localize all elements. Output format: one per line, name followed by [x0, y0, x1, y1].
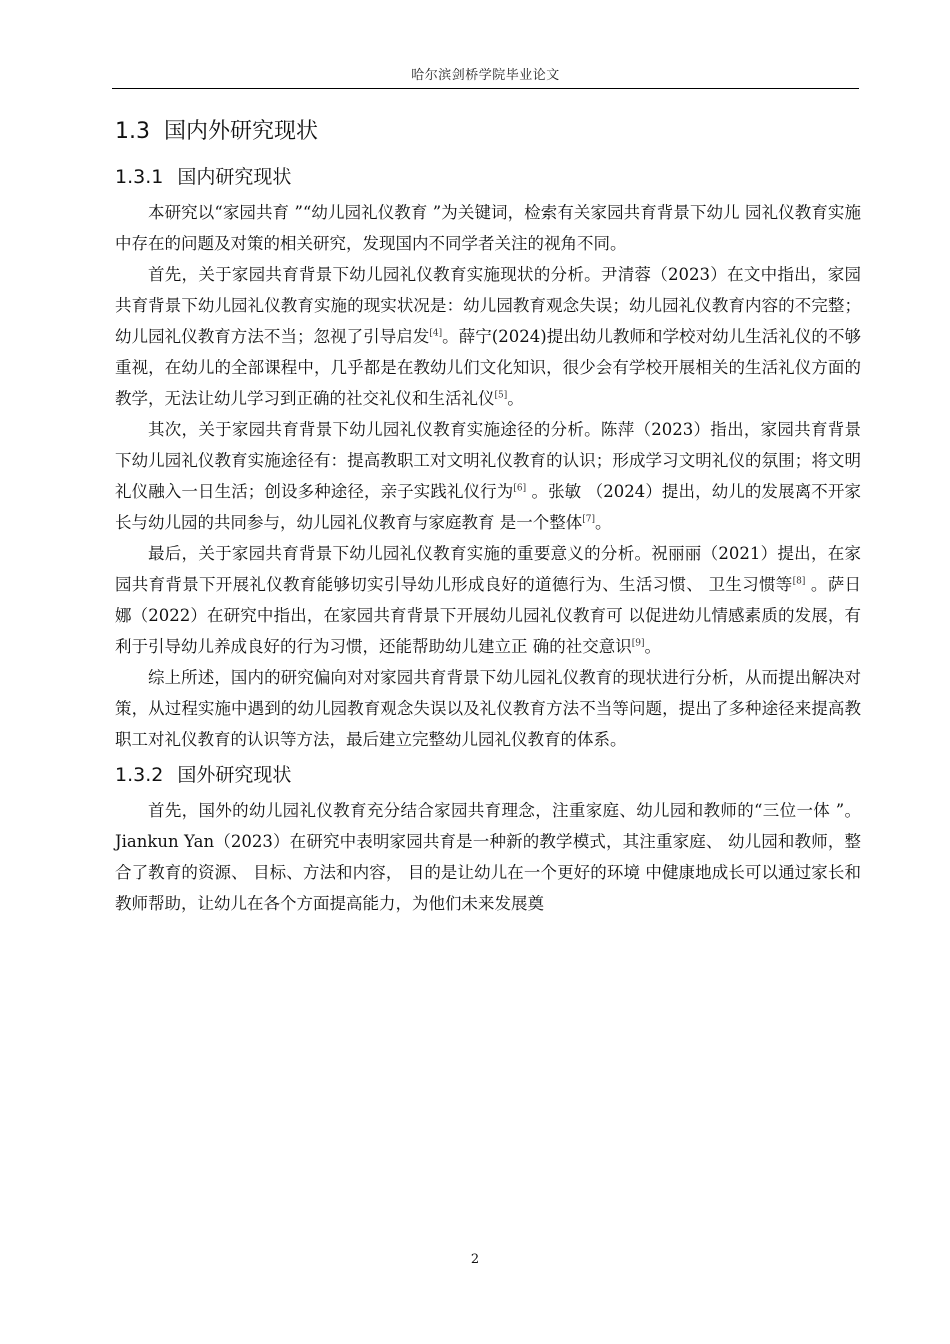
citation-5: [5] [494, 390, 508, 401]
paragraph-end: 。 [595, 513, 612, 532]
foreign-paragraph-intro: 首先，国外的幼儿园礼仪教育充分结合家园共育理念，注重家庭、幼儿园和教师的“三位一体 ”。Jiankun Yan（2023）在研究中表明家园共育是一种新的教学模式，其注重家庭、 幼儿园和教师，整合了教育的资源、 目标、方法和内容， 目的是让幼儿在一个更好的环境 中健康地成长可以通过家长和教师帮助，让幼儿在各个方面提高能力，为他们未来发展奠 [115, 801, 861, 913]
subsection-title-foreign: 国外研究现状 [177, 764, 292, 786]
subsection-title-domestic: 国内研究现状 [177, 166, 292, 188]
paragraph-end: 。 [507, 389, 524, 408]
subsection-number-domestic: 1.3.1 [115, 166, 164, 188]
paragraph-text: 首先，关于家园共育背景下幼儿园礼仪教育实施现状的分析。尹清蓉（2023）在文中指出，家园共育背景下幼儿园礼仪教育实施的现实状况是：幼儿园教育观念失误；幼儿园礼仪教育内容的不完整；幼儿园礼仪教育方法不当；忽视了引导启发 [115, 265, 861, 346]
header-rule [112, 88, 859, 89]
domestic-paragraph-status [115, 259, 861, 414]
domestic-paragraph-approach [115, 414, 861, 538]
running-header: 哈尔滨剑桥学院毕业论文 [411, 68, 560, 83]
citation-9: [9] [631, 638, 645, 649]
citation-4: [4] [429, 328, 443, 339]
paragraph-text: 最后，关于家园共育背景下幼儿园礼仪教育实施的重要意义的分析。祝丽丽（2021）提出，在家园共育背景下开展礼仪教育能够切实引导幼儿形成良好的道德行为、生活习惯、 卫生习惯等 [115, 544, 861, 594]
citation-8: [8] [792, 576, 806, 587]
page-number: 2 [470, 1252, 480, 1267]
subsection-number-foreign: 1.3.2 [115, 764, 164, 786]
domestic-paragraph-summary: 综上所述，国内的研究偏向对对家园共育背景下幼儿园礼仪教育的现状进行分析，从而提出解决对策，从过程实施中遇到的幼儿园教育观念失误以及礼仪教育方法不当等问题，提出了多种途径来提高教职工对礼仪教育的认识等方法，最后建立完整幼儿园礼仪教育的体系。 [115, 668, 861, 749]
citation-6: [6] [513, 483, 527, 494]
subsection-heading-domestic [115, 163, 861, 191]
subsection-heading-foreign [115, 761, 861, 789]
paragraph-text: 。张敏 （2024）提出，幼儿的发展离不开家长与幼儿园的共同参与，幼儿园礼仪教育与家庭教育 是一个整体 [115, 482, 862, 532]
section-title: 国内外研究现状 [164, 119, 319, 144]
section-heading [115, 117, 861, 147]
page-body [115, 117, 861, 919]
paragraph-end: 。 [644, 637, 661, 656]
paragraph-text: 。萨日娜（2022）在研究中指出，在家园共育背景下开展幼儿园礼仪教育可 以促进幼儿情感素质的发展，有利于引导幼儿养成良好的行为习惯，还能帮助幼儿建立正 确的社交意识 [115, 575, 861, 656]
domestic-paragraph-significance [115, 538, 861, 662]
paragraph-text: 。薛宁(2024)提出幼儿教师和学校对幼儿生活礼仪的不够重视，在幼儿的全部课程中，几乎都是在教幼儿们文化知识，很少会有学校开展相关的生活礼仪方面的教学，无法让幼儿学习到正确的社交礼仪和生活礼仪 [115, 327, 862, 408]
citation-7: [7] [582, 514, 595, 525]
domestic-paragraph-intro: 本研究以“家园共育 ”“幼儿园礼仪教育 ”为关键词，检索有关家园共育背景下幼儿 园礼仪教育实施中存在的问题及对策的相关研究，发现国内不同学者关注的视角不同。 [115, 203, 861, 253]
section-number: 1.3 [115, 119, 150, 144]
paragraph-text: 其次，关于家园共育背景下幼儿园礼仪教育实施途径的分析。陈萍（2023）指出，家园共育背景下幼儿园礼仪教育实施途径有：提高教职工对文明礼仪教育的认识；形成学习文明礼仪的氛围；将文明礼仪融入一日生活；创设多种途径，亲子实践礼仪行为 [115, 420, 861, 501]
